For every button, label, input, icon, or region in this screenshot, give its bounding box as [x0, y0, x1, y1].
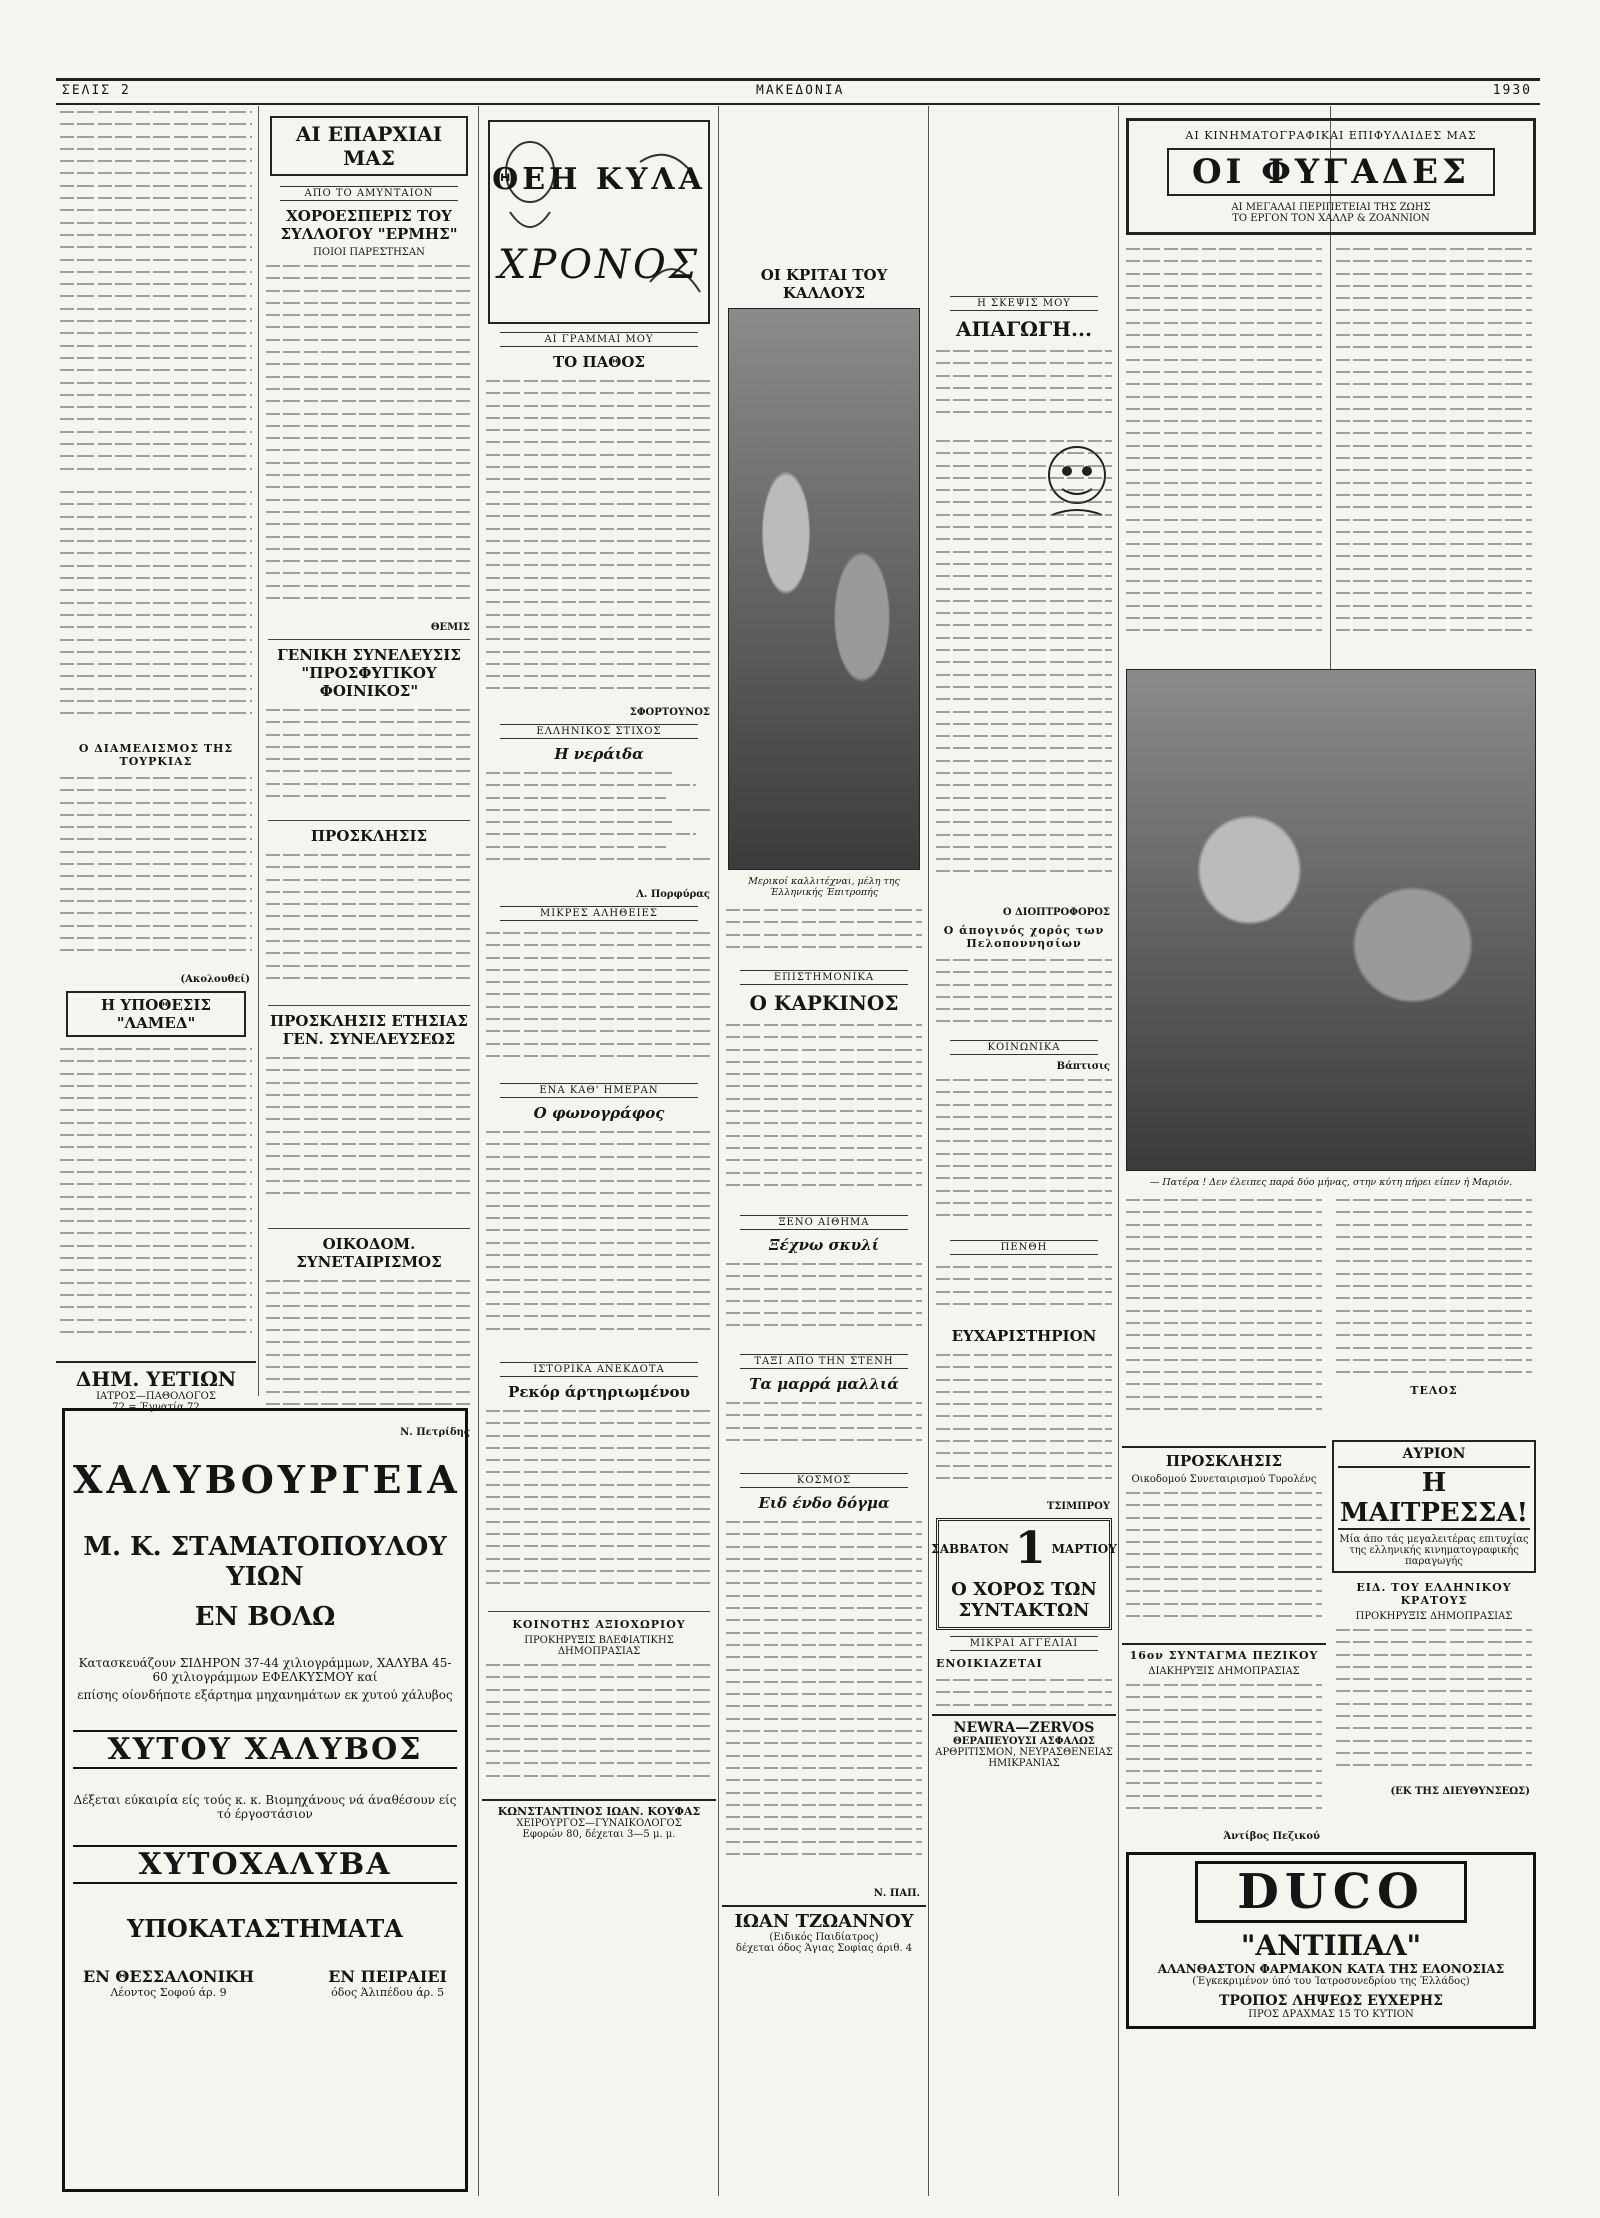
- steel-branch-2-address: όδος Άλιπέδου άρ. 5: [331, 1986, 445, 1999]
- col3-article-record: [482, 1405, 716, 1605]
- col2-signature: ΘΕΜΙΣ: [430, 622, 470, 633]
- col3-article-community: [482, 1659, 716, 1799]
- surgeon-name: ΚΩΝΣΤΑΝΤΙΝΟΣ ΙΩΑΝ. ΚΟΥΦΑΣ: [497, 1805, 701, 1818]
- steel-ad: [56, 1402, 474, 2192]
- film-serial-col-d: [1332, 1194, 1536, 1434]
- banner-ornament: [490, 122, 708, 322]
- col4-heading-judges: ΟΙ ΚΡΙΤΑΙ ΤΟΥ ΚΑΛΛΟΥΣ: [760, 266, 888, 302]
- col2-kicker-amyntaion: ΑΠΟ ΤΟ ΑΜΥΝΤΑΙΟΝ: [280, 186, 458, 201]
- col4-signature: Ν. ΠΑΠ.: [873, 1888, 920, 1899]
- column-5: [932, 106, 1116, 2206]
- steel-branch-1: ΕΝ ΘΕΣΣΑΛΟΝΙΚΗ: [83, 1967, 255, 1986]
- dance-day: 1: [1014, 1523, 1046, 1574]
- dance-weekday: ΣΑΒΒΑΤΟΝ: [931, 1542, 1009, 1556]
- maitressa-title: Η ΜΑΙΤΡΕΣΣΑ!: [1339, 1468, 1529, 1528]
- film-serial-text: [1122, 243, 1540, 663]
- col3-kicker-truths: ΜΙΚΡΕΣ ΑΛΗΘΕΙΕΣ: [500, 906, 698, 921]
- col3-kicker-daily: ΕΝΑ ΚΑΘ' ΗΜΕΡΑΝ: [500, 1083, 698, 1098]
- steel-ad-line1: Κατασκευάζουν ΣΙΔΗΡΟΝ 37-44 χιλιογράμμων, ΧΑΛΥΒΑ 45-60 χιλιογράμμων ΕΦΕΛΚΥΣΜΟΥ καί: [78, 1656, 452, 1684]
- film-serial-sub-1: ΑΙ ΜΕΓΑΛΑΙ ΠΕΡΙΠΕΤΕΙΑΙ ΤΗΣ ΖΩΗΣ: [1231, 202, 1431, 213]
- col1-heading-lamed: Η ΥΠΟΘΕΣΙΣ "ΛΑΜΕΔ": [66, 991, 246, 1037]
- column-4: [722, 106, 926, 2206]
- col1-article-partition: [56, 772, 256, 972]
- col4-heading-hair: Τα μαρρά μαλλιά: [749, 1375, 899, 1393]
- steel-ad-branches: ΥΠΟΚΑΤΑΣΤΗΜΑΤΑ: [127, 1914, 403, 1943]
- col5-article-social: [932, 1074, 1116, 1234]
- col5-heading-rent: ΕΝΟΙΚΙΑΖΕΤΑΙ: [936, 1657, 1043, 1670]
- steel-ad-product: ΧΥΤΟΥ ΧΑΛΥΒΟΣ: [73, 1730, 457, 1769]
- duco-ad: [1126, 1852, 1536, 2029]
- col4-article-cancer: [722, 1019, 926, 1209]
- judges-caption: Μερικοί καλλιτέχναι, μέλη της Έλληνικής Έπιτροπής: [748, 876, 900, 898]
- col1-continued: (Ακολουθεί): [180, 974, 250, 985]
- col2-heading-assembly: ΓΕΝΙΚΗ ΣΥΝΕΛΕΥΣΙΣ "ΠΡΟΣΦΥΓΙΚΟΥ ΦΟΙΝΙΚΟΣ": [277, 646, 461, 700]
- column-2: [262, 106, 476, 1438]
- col6-heading-invitation: ΠΡΟΣΚΛΗΣΙΣ: [1122, 1446, 1326, 1470]
- column-6: [1122, 106, 1540, 2206]
- judges-photo: [728, 308, 920, 870]
- col4-article-dog: [722, 1258, 926, 1348]
- steel-ad-product2: ΧΥΤΟΧΑΛΥΒΑ: [73, 1845, 457, 1884]
- col3-article-passion: [482, 375, 716, 705]
- dance-month: ΜΑΡΤΙΟΥ: [1051, 1542, 1117, 1556]
- col1-article-top: [56, 106, 256, 486]
- film-serial-sub-2: ΤΟ ΕΡΓΟΝ ΤΟΝ ΧΑΛΛΡ & ΖΟΑΝΝΙΟΝ: [1232, 213, 1430, 224]
- column-rule: [258, 106, 259, 1396]
- col6-lower-right: [1332, 1440, 1536, 1844]
- film-serial-end: ΤΕΛΟΣ: [1410, 1384, 1458, 1398]
- col4-article-dogma: [722, 1516, 926, 1886]
- column-rule: [928, 106, 929, 2196]
- newra-brand: NEWRA—ZERVOS: [953, 1720, 1095, 1736]
- col4-article-hair: [722, 1397, 926, 1467]
- pediatrician-role: (Ειδικός Παιδίατρος): [769, 1932, 879, 1943]
- page-masthead: [56, 78, 1540, 105]
- duco-line-2: (Έγκεκριμένον ύπό του Ίατροσυνεδρίου της Έλλάδος): [1192, 1976, 1470, 1987]
- steel-ad-line3: Δέξεται εύκαιρία είς τούς κ. κ. Βιομηχάνους νά άναθέσουν είς τό έργοστάσιον: [73, 1793, 457, 1821]
- newra-ad: [932, 1714, 1116, 1769]
- col6-state-article: [1332, 1624, 1536, 1784]
- col5-heading-abduction: ΑΠΑΓΩΓΗ...: [956, 317, 1092, 341]
- doctor-role: ΙΑΤΡΟΣ—ΠΑΘΟΛΟΓΟΣ: [96, 1391, 216, 1402]
- col3-heading-phonograph: Ο φωνογράφος: [533, 1104, 665, 1122]
- film-still-photo: [1126, 669, 1536, 1171]
- col6-lower-left: [1122, 1440, 1326, 1844]
- col6-heading-regiment: 16ον ΣΥΝΤΑΓΜΑ ΠΕΖΙΚΟΥ: [1122, 1643, 1326, 1662]
- duco-product: "ΑΝΤΙΠΑΛ": [1240, 1929, 1422, 1962]
- col2-heading-invitation: ΠΡΟΣΚΛΗΣΙΣ: [310, 827, 428, 845]
- film-serial-box: [1126, 118, 1536, 235]
- col2-article-invitation: [262, 849, 476, 999]
- surgeon-hours: Εφορών 80, δέχεται 3—5 μ. μ.: [522, 1829, 676, 1840]
- col6-article-regiment: [1122, 1679, 1326, 1829]
- steel-ad-company: Μ. Κ. ΣΤΑΜΑΤΟΠΟΥΛΟΥ ΥΙΩΝ: [83, 1532, 447, 1592]
- col2-article-dance: [262, 260, 476, 620]
- col5-thanks-signature: ΤΣΙΜΠΡΟΥ: [1046, 1501, 1110, 1512]
- film-serial-kicker: ΑΙ ΚΙΝΗΜΑΤΟΓΡΑΦΙΚΑΙ ΕΠΙΦΥΛΛΙΔΕΣ ΜΑΣ: [1185, 129, 1477, 142]
- col5-article-thanks: [932, 1349, 1116, 1499]
- col3-article-truths: [482, 927, 716, 1077]
- steel-branch-1-address: Λέοντος Σοφού άρ. 9: [110, 1986, 227, 1999]
- col4-kicker-science: ΕΠΙΣΤΗΜΟΝΙΚΑ: [740, 970, 908, 985]
- col3-poem-signature: Λ. Πορφύρας: [636, 889, 710, 900]
- col5-article-dance: [932, 954, 1116, 1034]
- col5-kicker-mourning: ΠΕΝΘΗ: [950, 1240, 1098, 1255]
- col6-sub-invitation: Οικοδομού Συνεταιρισμού Τυρολένς: [1131, 1474, 1317, 1485]
- col6-state-source: (ΕΚ ΤΗΣ ΔΙΕΥΘΥΝΣΕΩΣ): [1390, 1786, 1530, 1797]
- newspaper-name: ΜΑΚΕΔΟΝΙΑ: [756, 83, 845, 98]
- banner-title: ΘΕΗ ΚΥΛΑ: [492, 162, 706, 197]
- col5-heading-dance: Ο άπογινός χορός των Πελοποννησίων: [943, 924, 1105, 950]
- col6-state-heading: ΕΙΔ. ΤΟΥ ΕΛΛΗΝΙΚΟΥ ΚΡΑΤΟΥΣ: [1356, 1581, 1512, 1607]
- banner-subtitle: ΧΡΟΝΟΣ: [497, 242, 701, 288]
- column-1: [56, 106, 256, 1413]
- col3-kicker-anecdotes: ΙΣΤΟΡΙΚΑ ΑΝΕΚΔΟΤΑ: [500, 1362, 698, 1377]
- duco-line-4: ΠΡΟΣ ΔΡΑΧΜΑΣ 15 ΤΟ ΚΥΤΙΟΝ: [1248, 2009, 1414, 2020]
- film-serial-col-c: [1122, 1194, 1326, 1434]
- film-still-caption: — Πατέρα ! Δεν έλειπες παρά δύο μήνας, στην κύτη πήρει είπεν ή Μαριόν.: [1149, 1177, 1513, 1188]
- col3-surgeon-ad: [482, 1799, 716, 1840]
- col2-subhead-attendees: ΠΟΙΟΙ ΠΑΡΕΣΤΗΣΑΝ: [313, 247, 425, 258]
- col5-kicker-thought: Η ΣΚΕΨΙΣ ΜΟΥ: [950, 296, 1098, 311]
- journalists-dance-ad: [931, 1518, 1117, 1630]
- col5-kicker-classifieds: ΜΙΚΡΑΙ ΑΓΓΕΛΙΑΙ: [950, 1636, 1098, 1651]
- maitressa-ad: [1332, 1440, 1536, 1573]
- col3-heading-community: ΚΟΙΝΟΤΗΣ ΑΞΙΟΧΩΡΙΟΥ: [512, 1618, 686, 1631]
- col1-heading-partition: Ο ΔΙΑΜΕΛΙΣΜΟΣ ΤΗΣ ΤΟΥΡΚΙΑΣ: [78, 742, 234, 768]
- col3-article-phonograph: [482, 1126, 716, 1356]
- duco-line-1: ΑΛΑΝΘΑΣΤΟΝ ΦΑΡΜΑΚΟΝ ΚΑΤΑ ΤΗΣ ΕΛΟΝΟΣΙΑΣ: [1157, 1962, 1505, 1976]
- col4-heading-cancer: Ο ΚΑΡΚΙΝΟΣ: [749, 991, 899, 1015]
- col5-signature: Ο ΔΙΟΠΤΡΟΦΟΡΟΣ: [1002, 907, 1110, 918]
- col5-classifieds: [932, 1674, 1116, 1714]
- dance-title: Ο ΧΟΡΟΣ ΤΩΝ ΣΥΝΤΑΚΤΩΝ: [951, 1579, 1097, 1621]
- film-serial-col-b: [1332, 243, 1536, 663]
- col1-article-lamed: [56, 1043, 256, 1361]
- col6-state-sub: ΠΡΟΚΗΡΥΞΙΣ ΔΗΜΟΠΡΑΣΙΑΣ: [1355, 1611, 1513, 1622]
- theatre-banner: [488, 120, 710, 324]
- steel-ad-branch-list: [73, 1967, 457, 1999]
- pediatrician-name: ΙΩΑΝ ΤΖΩΑΝΝΟΥ: [734, 1911, 914, 1932]
- col3-sub-auction: ΠΡΟΚΗΡΥΞΙΣ ΒΛΕΦΙΑΤΙΚΗΣ ΔΗΜΟΠΡΑΣΙΑΣ: [524, 1635, 674, 1657]
- doctor-address: 72 = Έγνατία 72: [112, 1402, 200, 1413]
- col5-article-abduction: [932, 435, 1116, 905]
- col2-heading-cooperative: ΟΙΚΟΔΟΜ. ΣΥΝΕΤΑΙΡΙΣΜΟΣ: [296, 1235, 442, 1271]
- surgeon-role: ΧΕΙΡΟΥΡΓΟΣ—ΓΥΝΑΙΚΟΛΟΓΟΣ: [516, 1818, 682, 1829]
- column-rule: [718, 106, 719, 2196]
- col6-article-invitation: [1122, 1487, 1326, 1637]
- doctor-name: ΔΗΜ. ΥΕΤΙΩΝ: [75, 1367, 237, 1391]
- col4-kicker-taxi: ΤΑΞΙ ΑΠΟ ΤΗΝ ΣΤΕΝΗ: [740, 1354, 908, 1369]
- col6-sub-regiment: ΔΙΑΚΗΡΥΞΙΣ ΔΗΜΟΠΡΑΣΙΑΣ: [1148, 1666, 1300, 1677]
- col3-heading-record: Ρεκόρ άρτηριωμένου: [508, 1383, 690, 1401]
- column-rule: [478, 106, 479, 2196]
- pediatrician-ad: [722, 1905, 926, 1954]
- col4-caption-text: [722, 904, 926, 964]
- newra-line-2: ΑΡΘΡΙΤΙΣΜΟΝ, ΝΕΥΡΑΣΘΕΝΕΙΑΣ: [935, 1747, 1113, 1758]
- maitressa-kicker: ΑΥΡΙΟΝ: [1402, 1446, 1466, 1462]
- col2-heading-annual-assembly: ΠΡΟΣΚΛΗΣΙΣ ΕΤΗΣΙΑΣ ΓΕΝ. ΣΥΝΕΛΕΥΣΕΩΣ: [269, 1012, 469, 1048]
- col5-article-mourning: [932, 1261, 1116, 1321]
- col3-heading-passion: ΤΟ ΠΑΘΟΣ: [553, 353, 645, 371]
- col2-signature-2: Ν. Πετρίδης: [400, 1427, 470, 1438]
- col4-heading-dogma: Ειδ ένδο δόγμα: [758, 1494, 890, 1512]
- maitressa-sub: Μία άπο τάς μεγαλειτέρας επιτυχίας της ελληνικής κινηματογραφικής παραγωγής: [1339, 1534, 1529, 1567]
- pediatrician-hours: δέχεται όδος Άγιας Σοφίας άριθ. 4: [735, 1943, 913, 1954]
- col5-sub-baptism: Βάπτισις: [1056, 1061, 1110, 1072]
- steel-ad-line2: επίσης οίονδήποτε εξάρτημα μηχανημάτων εκ χυτού χάλυβος: [77, 1688, 453, 1702]
- col4-kicker-foreign: ΞΕΝΟ ΑΙΘΗΜΑ: [740, 1215, 908, 1230]
- column-rule: [1118, 106, 1119, 2196]
- issue-date: 1930: [1492, 83, 1532, 98]
- film-serial-text-2: [1122, 1194, 1540, 1434]
- film-serial-col-a: [1122, 243, 1326, 663]
- col2-subhead-dance: ΧΟΡΟΕΣΠΕΡΙΣ ΤΟΥ ΣΥΛΛΟΓΟΥ "ΕΡΜΗΣ": [280, 207, 458, 243]
- newra-line-3: ΗΜΙΚΡΑΝΙΑΣ: [988, 1758, 1060, 1769]
- col5-heading-thanks: ΕΥΧΑΡΙΣΤΗΡΙΟΝ: [951, 1327, 1097, 1345]
- steel-ad-place: ΕΝ ΒΟΛΩ: [194, 1602, 336, 1632]
- col3-kicker-letters: ΑΙ ΓΡΑΜΜΑΙ ΜΟΥ: [500, 332, 698, 347]
- col3-poem: [482, 767, 716, 887]
- col4-kicker-society: ΚΟΣΜΟΣ: [740, 1473, 908, 1488]
- col6-regiment-signature: Άντίβος Πεζικού: [1223, 1831, 1320, 1842]
- col1-article-mid: [56, 486, 256, 736]
- col6-lower: [1122, 1440, 1540, 1844]
- column-3: [482, 106, 716, 2206]
- col2-heading-provinces: ΑΙ ΕΠΑΡΧΙΑΙ ΜΑΣ: [270, 116, 468, 176]
- col5-article-intro: [932, 345, 1116, 435]
- duco-brand: DUCO: [1195, 1861, 1467, 1923]
- duco-line-3: ΤΡΟΠΟΣ ΛΗΨΕΩΣ ΕΥΧΕΡΗΣ: [1219, 1993, 1443, 2009]
- col2-article-assembly: [262, 704, 476, 814]
- film-serial-title: ΟΙ ΦΥΓΑΔΕΣ: [1167, 148, 1495, 196]
- col3-kicker-verse: ΕΛΛΗΝΙΚΟΣ ΣΤΙΧΟΣ: [500, 724, 698, 739]
- col2-article-annual: [262, 1052, 476, 1222]
- steel-ad-title: ΧΑΛΥΒΟΥΡΓΕΙΑ: [73, 1457, 461, 1502]
- col4-heading-dog: Ξέχνω σκυλί: [769, 1236, 879, 1254]
- col3-signature: ΣΦΟΡΤΟΥΝΟΣ: [629, 707, 710, 718]
- col3-heading-fairy: Η νεράιδα: [554, 745, 644, 763]
- steel-branch-2: ΕΝ ΠΕΙΡΑΙΕΙ: [328, 1967, 447, 1986]
- page-label: ΣΕΛΙΣ 2: [62, 83, 131, 98]
- col5-kicker-social: ΚΟΙΝΩΝΙΚΑ: [950, 1040, 1098, 1055]
- newra-line-1: ΘΕΡΑΠΕΥΟΥΣΙ ΑΣΦΑΛΩΣ: [953, 1736, 1095, 1747]
